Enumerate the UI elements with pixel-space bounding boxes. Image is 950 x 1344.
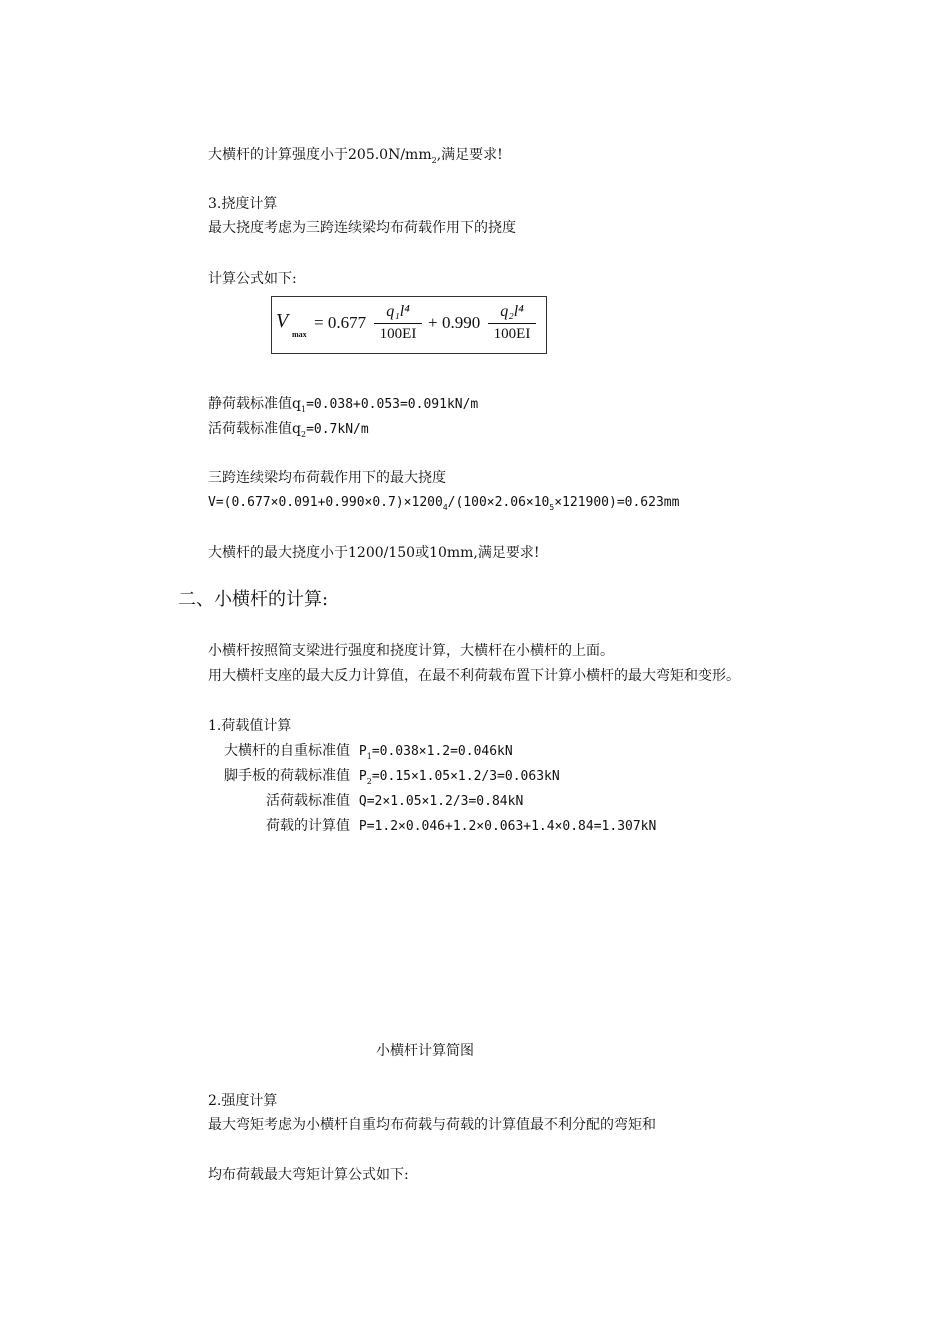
load-calc-title: 1.荷载值计算 bbox=[208, 718, 292, 734]
live-load-label: 活荷载标准值q bbox=[208, 421, 301, 437]
max-deflection-title: 三跨连续梁均布荷载作用下的最大挠度 bbox=[208, 470, 446, 486]
deflection-ok-line: 大横杆的最大挠度小于1200/150或10mm,满足要求! bbox=[208, 545, 540, 561]
formula-denominator-1: 100EI bbox=[379, 326, 417, 342]
section-2-para-2: 用大横杆支座的最大反力计算值，在最不利荷载布置下计算小横杆的最大弯矩和变形。 bbox=[208, 668, 740, 684]
formula-v-subscript: max bbox=[292, 330, 307, 339]
load-row-symbol: P bbox=[358, 769, 367, 784]
strength-ok-line bbox=[208, 146, 503, 166]
load-row-subscript: 1 bbox=[366, 752, 372, 761]
section-3-description: 最大挠度考虑为三跨连续梁均布荷载作用下的挠度 bbox=[208, 220, 516, 236]
load-row bbox=[208, 742, 513, 762]
load-row bbox=[208, 767, 560, 787]
deflection-calc-line bbox=[208, 494, 679, 513]
deflection-exp-2: 5 bbox=[549, 503, 555, 512]
formula-plus: + bbox=[428, 313, 438, 332]
load-row-label: 荷载的计算值 bbox=[266, 818, 350, 834]
deflection-exp-1: 4 bbox=[442, 503, 448, 512]
strength-ok-tail: ,满足要求! bbox=[436, 147, 503, 163]
load-row-subscript: 2 bbox=[366, 777, 372, 786]
load-row-label: 大横杆的自重标准值 bbox=[224, 743, 350, 759]
formula-numerator-2: q₂l⁴ bbox=[500, 303, 524, 320]
deflection-calc-a: V=(0.677×0.091+0.990×0.7)×1200 bbox=[208, 495, 443, 510]
load-row-label: 活荷载标准值 bbox=[266, 793, 350, 809]
unit-subscript: 2 bbox=[431, 156, 437, 165]
diagram-caption: 小横杆计算简图 bbox=[376, 1043, 474, 1059]
section-2-heading: 二、小横杆的计算: bbox=[178, 589, 329, 610]
load-row-value: =2×1.05×1.2/3=0.84kN bbox=[366, 794, 524, 809]
live-load-line bbox=[208, 420, 369, 440]
formula-coef1: = 0.677 bbox=[314, 313, 367, 332]
load-row-label: 脚手板的荷载标准值 bbox=[224, 768, 350, 784]
load-row bbox=[208, 817, 656, 836]
live-load-value: =0.7kN/m bbox=[306, 422, 369, 437]
load-row-symbol: P bbox=[358, 819, 367, 834]
load-row bbox=[208, 792, 523, 811]
static-load-subscript: 1 bbox=[300, 405, 307, 414]
static-load-line bbox=[208, 395, 478, 415]
formula-v: V bbox=[276, 310, 289, 332]
load-row-value: =1.2×0.046+1.2×0.063+1.4×0.84=1.307kN bbox=[366, 819, 657, 834]
strength-calc-title: 2.强度计算 bbox=[208, 1093, 278, 1109]
formula-fraction-2 bbox=[486, 301, 538, 344]
static-load-label: 静荷载标准值q bbox=[208, 396, 301, 412]
deflection-calc-c: ×121900)=0.623mm bbox=[554, 495, 680, 510]
strength-ok-text: 大横杆的计算强度小于205.0N/mm bbox=[208, 147, 432, 163]
live-load-subscript: 2 bbox=[300, 430, 307, 439]
formula-coef2: 0.990 bbox=[442, 313, 481, 332]
load-row-value: =0.15×1.05×1.2/3=0.063kN bbox=[371, 769, 560, 784]
formula-intro: 计算公式如下: bbox=[208, 271, 297, 287]
load-row-value: =0.038×1.2=0.046kN bbox=[371, 744, 513, 759]
section-2-para-1: 小横杆按照简支梁进行强度和挠度计算，大横杆在小横杆的上面。 bbox=[208, 643, 614, 659]
moment-formula-intro: 均布荷载最大弯矩计算公式如下: bbox=[208, 1167, 409, 1183]
static-load-value: =0.038+0.053=0.091kN/m bbox=[306, 397, 479, 412]
strength-calc-description: 最大弯矩考虑为小横杆自重均布荷载与荷载的计算值最不利分配的弯矩和 bbox=[208, 1117, 656, 1133]
deflection-calc-b: /(100×2.06×10 bbox=[447, 495, 550, 510]
formula-denominator-2: 100EI bbox=[493, 326, 531, 342]
load-row-symbol: P bbox=[358, 744, 367, 759]
deflection-formula bbox=[271, 296, 547, 354]
load-row-symbol: Q bbox=[358, 794, 367, 809]
section-3-title: 3.挠度计算 bbox=[208, 196, 278, 212]
formula-fraction-1 bbox=[372, 301, 424, 344]
formula-numerator-1: q₁l⁴ bbox=[386, 303, 410, 320]
